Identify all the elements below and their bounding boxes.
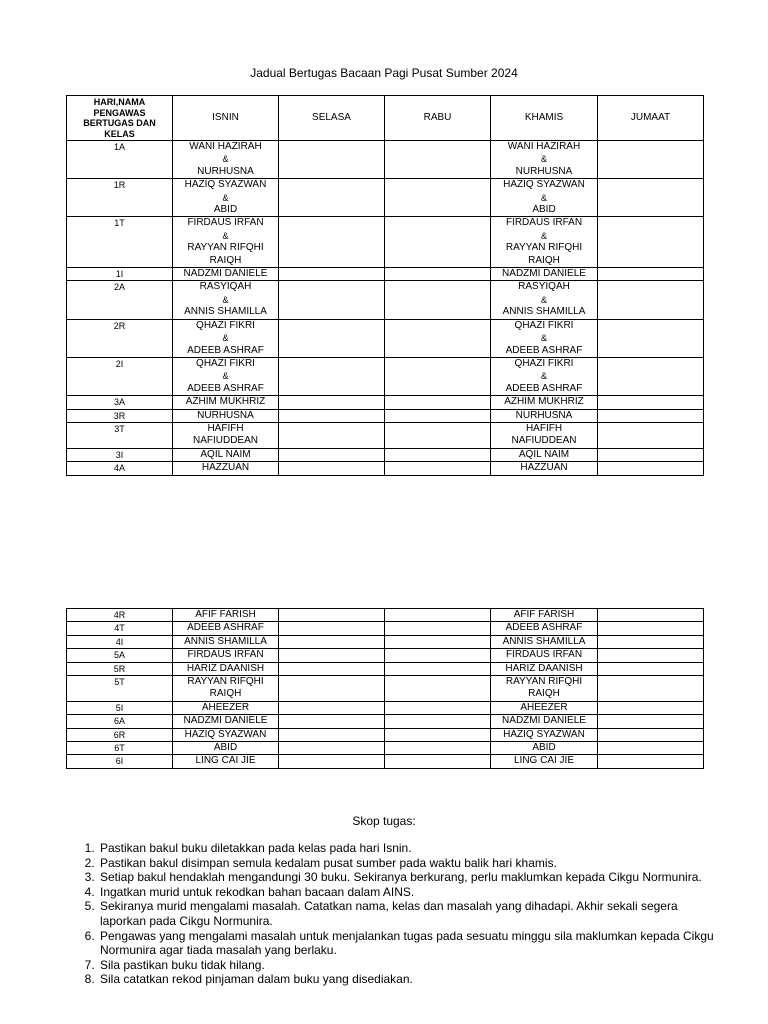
scope-item: 3. Setiap bakul hendaklah mengandungi 30 buku. Sekiranya berkurang, perlu maklumkan kepada Cikgu Normunira. xyxy=(98,870,718,885)
table-header-row xyxy=(67,96,704,141)
cell-jumaat xyxy=(598,462,704,475)
scope-item: 2. Pastikan bakul disimpan semula kedalam pusat sumber pada waktu balik hari khamis. xyxy=(98,856,718,871)
table-row xyxy=(67,676,704,702)
cell-selasa xyxy=(279,422,385,448)
table-row xyxy=(67,462,704,475)
cell-jumaat xyxy=(598,715,704,728)
duty-name: ABID xyxy=(532,742,556,754)
cell-rabu xyxy=(385,448,491,461)
duty-schedule-table xyxy=(66,95,704,476)
duty-name: NURHUSNA xyxy=(197,409,254,421)
duty-name: AZHIM MUKHRIZ xyxy=(185,396,266,408)
duty-name: AFIF FARISH xyxy=(195,609,256,620)
cell-jumaat xyxy=(598,396,704,409)
scope-item: 4. Ingatkan murid untuk rekodkan bahan bacaan dalam AINS. xyxy=(98,885,718,900)
duty-name: ADEEB ASHRAF xyxy=(187,344,264,356)
scope-item: 1. Pastikan bakul buku diletakkan pada kelas pada hari Isnin. xyxy=(98,841,718,856)
cell-jumaat xyxy=(598,217,704,268)
cell-khamis xyxy=(491,662,598,675)
cell-rabu xyxy=(385,179,491,217)
duty-name: HAZIQ SYAZWAN xyxy=(184,179,267,191)
table-row xyxy=(67,357,704,395)
duty-name: HAZZUAN xyxy=(520,462,568,474)
cell-selasa xyxy=(279,622,385,635)
cell-isnin xyxy=(173,448,279,461)
cell-selasa xyxy=(279,609,385,622)
cell-khamis xyxy=(491,319,598,357)
duty-name: AFIF FARISH xyxy=(513,609,575,620)
cell-selasa xyxy=(279,715,385,728)
cell-kelas: 2A xyxy=(67,281,173,319)
cell-jumaat xyxy=(598,609,704,622)
cell-khamis xyxy=(491,676,598,702)
cell-isnin xyxy=(173,217,279,268)
cell-rabu xyxy=(385,635,491,648)
cell-kelas: 4A xyxy=(67,462,173,475)
cell-rabu xyxy=(385,701,491,714)
cell-kelas: 4T xyxy=(67,622,173,635)
cell-selasa xyxy=(279,319,385,357)
duty-name: ADEEB ASHRAF xyxy=(187,382,264,394)
cell-kelas: 2R xyxy=(67,319,173,357)
cell-rabu xyxy=(385,422,491,448)
duty-name: ANNIS SHAMILLA xyxy=(502,306,586,318)
cell-kelas: 1I xyxy=(67,268,173,281)
cell-jumaat xyxy=(598,268,704,281)
cell-rabu xyxy=(385,649,491,662)
ampersand: & xyxy=(540,192,547,203)
cell-khamis xyxy=(491,755,598,768)
cell-jumaat xyxy=(598,755,704,768)
cell-jumaat xyxy=(598,676,704,702)
duty-name: ADEEB ASHRAF xyxy=(187,622,264,634)
duty-name: RAYYAN RIFQHI RAIQH xyxy=(505,242,583,266)
cell-isnin xyxy=(173,141,279,179)
cell-rabu xyxy=(385,462,491,475)
cell-rabu xyxy=(385,728,491,741)
ampersand: & xyxy=(222,294,229,305)
duty-name: AQIL NAIM xyxy=(518,448,570,460)
duty-name: FIRDAUS IRFAN xyxy=(187,217,264,229)
table-row xyxy=(67,319,704,357)
cell-isnin xyxy=(173,462,279,475)
duty-name: ANNIS SHAMILLA xyxy=(502,635,586,647)
cell-rabu xyxy=(385,357,491,395)
cell-jumaat xyxy=(598,319,704,357)
cell-khamis xyxy=(491,715,598,728)
duty-name: FIRDAUS IRFAN xyxy=(505,649,583,661)
duty-name: AQIL NAIM xyxy=(200,448,251,460)
cell-jumaat xyxy=(598,422,704,448)
duty-name: NURHUSNA xyxy=(197,165,254,177)
cell-jumaat xyxy=(598,701,704,714)
cell-rabu xyxy=(385,622,491,635)
duty-name: FIRDAUS IRFAN xyxy=(187,649,264,661)
cell-khamis xyxy=(491,396,598,409)
cell-khamis xyxy=(491,649,598,662)
cell-isnin xyxy=(173,319,279,357)
scope-item: 6. Pengawas yang mengalami masalah untuk menjalankan tugas pada sesuatu minggu sila maklumkan kepada Cikgu Normunira agar tiada masalah yang berlaku. xyxy=(98,929,718,958)
cell-khamis xyxy=(491,462,598,475)
cell-khamis xyxy=(491,281,598,319)
cell-jumaat xyxy=(598,662,704,675)
header-rabu: RABU xyxy=(385,96,491,141)
cell-khamis xyxy=(491,409,598,422)
duty-name: ANNIS SHAMILLA xyxy=(184,306,267,318)
header-kelas: HARI,NAMA PENGAWAS BERTUGAS DAN KELAS xyxy=(67,96,173,141)
duty-name: QHAZI FIKRI xyxy=(196,357,255,369)
cell-isnin xyxy=(173,179,279,217)
cell-kelas: 3I xyxy=(67,448,173,461)
duty-name: WANI HAZIRAH xyxy=(507,141,581,152)
table-row xyxy=(67,755,704,768)
cell-kelas: 4I xyxy=(67,635,173,648)
table-row xyxy=(67,396,704,409)
cell-selasa xyxy=(279,649,385,662)
duty-name: AZHIM MUKHRIZ xyxy=(504,396,584,408)
table-row xyxy=(67,728,704,741)
cell-kelas: 6R xyxy=(67,728,173,741)
cell-rabu xyxy=(385,676,491,702)
duty-name: ADEEB ASHRAF xyxy=(505,344,583,356)
cell-rabu xyxy=(385,217,491,268)
duty-name: RAYYAN RIFQHI RAIQH xyxy=(187,676,264,700)
cell-rabu xyxy=(385,755,491,768)
duty-name: WANI HAZIRAH xyxy=(189,141,262,152)
cell-khamis xyxy=(491,448,598,461)
cell-selasa xyxy=(279,742,385,755)
table-row xyxy=(67,715,704,728)
cell-rabu xyxy=(385,715,491,728)
duty-name: HAZIQ SYAZWAN xyxy=(503,179,585,191)
cell-khamis xyxy=(491,609,598,622)
cell-khamis xyxy=(491,357,598,395)
cell-khamis xyxy=(491,422,598,448)
cell-selasa xyxy=(279,462,385,475)
cell-khamis xyxy=(491,268,598,281)
cell-kelas: 3T xyxy=(67,422,173,448)
cell-kelas: 5I xyxy=(67,701,173,714)
cell-selasa xyxy=(279,701,385,714)
duty-name: QHAZI FIKRI xyxy=(196,319,255,331)
duty-name: RASYIQAH xyxy=(518,281,570,293)
cell-kelas: 6A xyxy=(67,715,173,728)
cell-kelas: 4R xyxy=(67,609,173,622)
cell-rabu xyxy=(385,609,491,622)
cell-kelas: 3R xyxy=(67,409,173,422)
duty-name: FIRDAUS IRFAN xyxy=(505,217,583,229)
duty-name: NADZMI DANIELE xyxy=(502,715,586,727)
duty-name: HAFIFH NAFIUDDEAN xyxy=(511,422,577,447)
cell-isnin xyxy=(173,742,279,755)
ampersand: & xyxy=(222,333,229,344)
cell-jumaat xyxy=(598,179,704,217)
cell-isnin xyxy=(173,396,279,409)
cell-isnin xyxy=(173,755,279,768)
cell-isnin xyxy=(173,715,279,728)
cell-selasa xyxy=(279,396,385,409)
table-row xyxy=(67,268,704,281)
cell-isnin xyxy=(173,268,279,281)
cell-rabu xyxy=(385,662,491,675)
cell-isnin xyxy=(173,422,279,448)
duty-name: ANNIS SHAMILLA xyxy=(184,635,267,647)
cell-selasa xyxy=(279,357,385,395)
table-row xyxy=(67,422,704,448)
duty-name: NURHUSNA xyxy=(515,165,573,177)
page-title: Jadual Bertugas Bacaan Pagi Pusat Sumber 2024 xyxy=(250,66,518,80)
duty-name: RAYYAN RIFQHI RAIQH xyxy=(187,242,264,266)
duty-name: HARIZ DAANISH xyxy=(505,662,583,674)
duty-name: QHAZI FIKRI xyxy=(514,319,574,331)
cell-jumaat xyxy=(598,357,704,395)
cell-selasa xyxy=(279,676,385,702)
cell-kelas: 6I xyxy=(67,755,173,768)
schedule-body-part-2 xyxy=(67,609,704,769)
table-row xyxy=(67,281,704,319)
scope-item: 7. Sila pastikan buku tidak hilang. xyxy=(98,958,718,973)
header-selasa: SELASA xyxy=(279,96,385,141)
ampersand: & xyxy=(222,154,229,165)
cell-jumaat xyxy=(598,448,704,461)
cell-kelas: 3A xyxy=(67,396,173,409)
table-row xyxy=(67,635,704,648)
cell-jumaat xyxy=(598,622,704,635)
scope-item: 5. Sekiranya murid mengalami masalah. Catatkan nama, kelas dan masalah yang dihadapi. Akhir sekali segera laporkan pada Cikgu Normunira. xyxy=(98,899,718,928)
cell-isnin xyxy=(173,622,279,635)
ampersand: & xyxy=(540,333,547,344)
cell-rabu xyxy=(385,742,491,755)
duty-name: AHEEZER xyxy=(201,701,250,713)
duty-name: LING CAI JIE xyxy=(195,755,256,767)
duty-name: HAZIQ SYAZWAN xyxy=(503,728,585,740)
duty-name: HAZZUAN xyxy=(201,462,250,474)
cell-selasa xyxy=(279,217,385,268)
cell-jumaat xyxy=(598,409,704,422)
duty-name: NADZMI DANIELE xyxy=(502,268,586,280)
table-row xyxy=(67,622,704,635)
duty-name: RASYIQAH xyxy=(199,281,252,293)
duty-name: HARIZ DAANISH xyxy=(186,662,265,674)
table-row xyxy=(67,141,704,179)
cell-khamis xyxy=(491,179,598,217)
duty-name: HAZIQ SYAZWAN xyxy=(184,728,267,740)
duty-name: HAFIFH NAFIUDDEAN xyxy=(192,422,258,447)
table-row xyxy=(67,609,704,622)
duty-name: NADZMI DANIELE xyxy=(183,715,268,727)
cell-selasa xyxy=(279,281,385,319)
header-isnin: ISNIN xyxy=(173,96,279,141)
cell-isnin xyxy=(173,728,279,741)
ampersand: & xyxy=(222,230,229,241)
table-row xyxy=(67,742,704,755)
cell-khamis xyxy=(491,141,598,179)
scope-list xyxy=(78,841,718,987)
cell-khamis xyxy=(491,217,598,268)
cell-selasa xyxy=(279,268,385,281)
cell-rabu xyxy=(385,281,491,319)
cell-jumaat xyxy=(598,635,704,648)
duty-name: ADEEB ASHRAF xyxy=(505,622,583,634)
cell-kelas: 5R xyxy=(67,662,173,675)
cell-isnin xyxy=(173,357,279,395)
cell-selasa xyxy=(279,179,385,217)
cell-selasa xyxy=(279,635,385,648)
ampersand: & xyxy=(540,154,547,165)
duty-name: AHEEZER xyxy=(520,701,568,713)
cell-jumaat xyxy=(598,728,704,741)
cell-jumaat xyxy=(598,281,704,319)
scope-item: 8. Sila catatkan rekod pinjaman dalam buku yang disediakan. xyxy=(98,972,718,987)
duty-name: ABID xyxy=(532,204,556,216)
cell-khamis xyxy=(491,728,598,741)
cell-rabu xyxy=(385,319,491,357)
ampersand: & xyxy=(540,371,547,382)
cell-selasa xyxy=(279,409,385,422)
duty-name: LING CAI JIE xyxy=(513,755,574,767)
cell-kelas: 1T xyxy=(67,217,173,268)
cell-selasa xyxy=(279,755,385,768)
cell-khamis xyxy=(491,742,598,755)
scope-title: Skop tugas: xyxy=(352,814,416,828)
cell-kelas: 6T xyxy=(67,742,173,755)
cell-khamis xyxy=(491,635,598,648)
table-row xyxy=(67,217,704,268)
duty-name: NURHUSNA xyxy=(515,409,573,421)
table-row xyxy=(67,662,704,675)
duty-name: QHAZI FIKRI xyxy=(514,357,574,369)
duty-name: NADZMI DANIELE xyxy=(183,268,268,280)
ampersand: & xyxy=(222,371,229,382)
cell-isnin xyxy=(173,662,279,675)
cell-selasa xyxy=(279,662,385,675)
duty-name: ABID xyxy=(213,204,238,216)
cell-isnin xyxy=(173,635,279,648)
ampersand: & xyxy=(222,192,229,203)
duty-name: RAYYAN RIFQHI RAIQH xyxy=(505,676,583,700)
cell-selasa xyxy=(279,141,385,179)
cell-jumaat xyxy=(598,742,704,755)
table-row xyxy=(67,409,704,422)
cell-kelas: 5T xyxy=(67,676,173,702)
cell-rabu xyxy=(385,396,491,409)
cell-isnin xyxy=(173,701,279,714)
cell-isnin xyxy=(173,409,279,422)
ampersand: & xyxy=(540,294,547,305)
cell-kelas: 5A xyxy=(67,649,173,662)
cell-selasa xyxy=(279,728,385,741)
header-jumaat: JUMAAT xyxy=(598,96,704,141)
cell-isnin xyxy=(173,281,279,319)
header-khamis: KHAMIS xyxy=(491,96,598,141)
cell-jumaat xyxy=(598,141,704,179)
cell-jumaat xyxy=(598,649,704,662)
cell-isnin xyxy=(173,649,279,662)
cell-rabu xyxy=(385,141,491,179)
cell-kelas: 1R xyxy=(67,179,173,217)
cell-rabu xyxy=(385,268,491,281)
cell-khamis xyxy=(491,701,598,714)
table-row xyxy=(67,649,704,662)
schedule-body-part-1 xyxy=(67,141,704,476)
table-row xyxy=(67,179,704,217)
table-row xyxy=(67,448,704,461)
cell-khamis xyxy=(491,622,598,635)
cell-kelas: 1A xyxy=(67,141,173,179)
duty-name: ADEEB ASHRAF xyxy=(505,382,583,394)
table-row xyxy=(67,701,704,714)
cell-isnin xyxy=(173,676,279,702)
duty-name: ABID xyxy=(213,742,238,754)
duty-schedule-table-continued xyxy=(66,608,704,769)
cell-kelas: 2I xyxy=(67,357,173,395)
cell-rabu xyxy=(385,409,491,422)
cell-isnin xyxy=(173,609,279,622)
cell-selasa xyxy=(279,448,385,461)
ampersand: & xyxy=(540,230,547,241)
